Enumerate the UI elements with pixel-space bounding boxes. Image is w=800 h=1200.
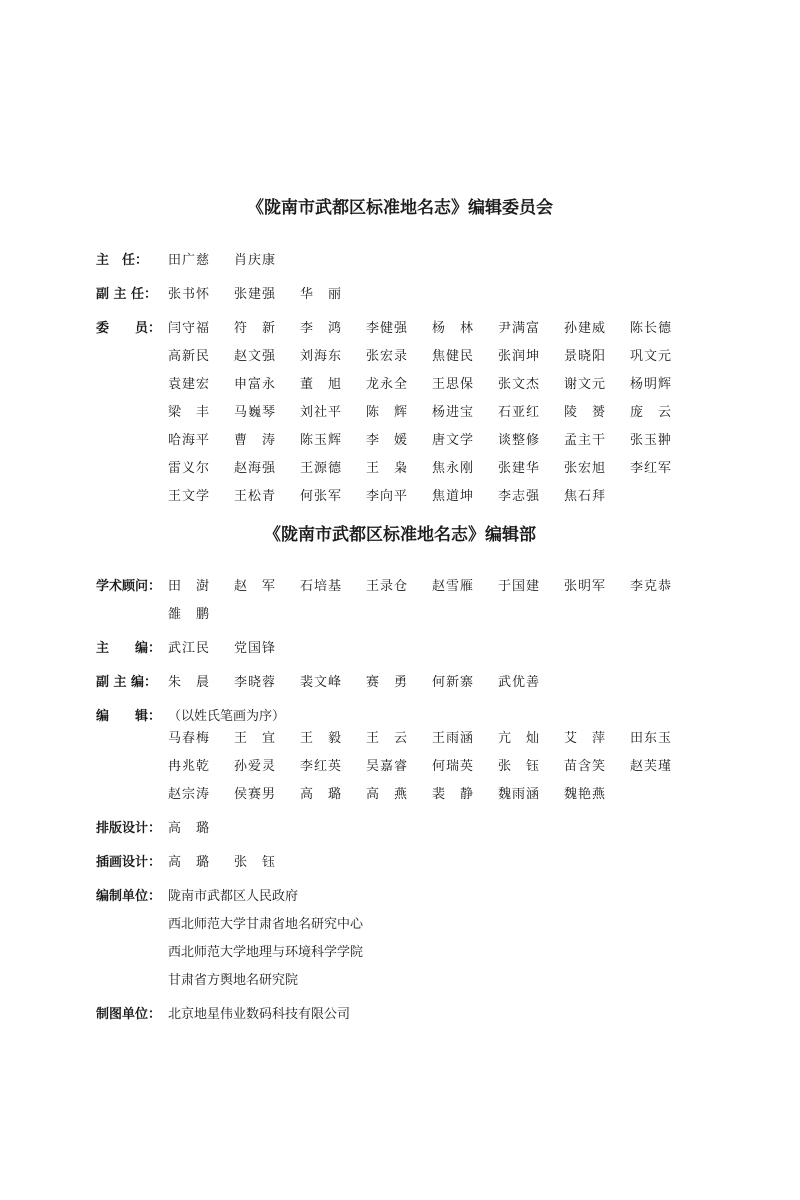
person-name: 闫守福 [168,321,211,336]
layout-design-row [96,818,716,846]
person-name: 赵宗涛 [168,787,211,802]
person-name: 张建强 [234,287,277,302]
person-name: 符 新 [234,321,277,336]
person-name: 肖庆康 [234,253,277,268]
deputy-editor-names [168,672,716,700]
person-name: 陵 赟 [564,405,607,420]
person-name: 高 璐 [168,821,211,836]
person-name: 巩文元 [630,349,673,364]
person-name: 景晓阳 [564,349,607,364]
person-name: 袁建宏 [168,377,211,392]
person-name: 裴 静 [432,787,475,802]
person-name: 李晓蓉 [234,675,277,690]
deputy-editor-label: 副 主 编： [96,675,158,690]
illustration-names [168,852,716,880]
person-name: 李健强 [366,321,409,336]
person-name: 石亚红 [498,405,541,420]
person-name: 魏艳燕 [564,787,607,802]
person-name: 华 丽 [300,287,343,302]
person-name: 焦永刚 [432,461,475,476]
person-name: 党国锋 [234,641,277,656]
advisors-names [168,576,716,632]
person-name: 李志强 [498,489,541,504]
person-name: 张文杰 [498,377,541,392]
person-name: 裴文峰 [300,675,343,690]
person-name: 王雨涵 [432,731,475,746]
director-label: 主 任： [96,253,149,268]
person-name: 高 璐 [168,855,211,870]
chief-editor-names [168,638,716,666]
person-name: 王源德 [300,461,343,476]
editors-label: 编 辑： [96,709,162,724]
deputy-editor-row [96,672,716,700]
person-name: 孙建威 [564,321,607,336]
person-name: 吴嘉睿 [366,759,409,774]
cartography-row [96,1004,716,1032]
person-name: 王 毅 [300,731,343,746]
editors-names [168,728,716,812]
cartography-units [168,1004,716,1032]
organization-name: 西北师范大学地理与环境科学学院 [168,945,364,960]
advisors-row [96,576,716,632]
person-name: 陈 辉 [366,405,409,420]
compiler-row [96,886,716,998]
person-name: 陈玉辉 [300,433,343,448]
person-name: 陈长德 [630,321,673,336]
person-name: 赵雪雁 [432,579,475,594]
person-name: 亢 灿 [498,731,541,746]
person-name: 王文学 [168,489,211,504]
illustration-label: 插画设计： [96,855,162,870]
person-name: 赵海强 [234,461,277,476]
director-names [168,250,716,278]
person-name: 马巍琴 [234,405,277,420]
illustration-row [96,852,716,880]
organization-name: 甘肃省方舆地名研究院 [168,973,299,988]
advisors-label: 学术顾问： [96,579,162,594]
person-name: 哈海平 [168,433,211,448]
person-name: 赵 军 [234,579,277,594]
person-name: 张 钰 [234,855,277,870]
person-name: 高 燕 [366,787,409,802]
person-name: 赵文强 [234,349,277,364]
organization-name: 西北师范大学甘肃省地名研究中心 [168,917,364,932]
person-name: 杨 林 [432,321,475,336]
person-name: 田东玉 [630,731,673,746]
person-name: 庞 云 [630,405,673,420]
person-name: 马春梅 [168,731,211,746]
layout-design-label: 排版设计： [96,821,162,836]
deputy-director-names [168,284,716,312]
person-name: 张 钰 [498,759,541,774]
person-name: 王录仓 [366,579,409,594]
person-name: 王 云 [366,731,409,746]
person-name: 苗含笑 [564,759,607,774]
person-name: 刘海东 [300,349,343,364]
person-name: 武优善 [498,675,541,690]
person-name: 孟主干 [564,433,607,448]
person-name: 石培基 [300,579,343,594]
committee-title: 《陇南市武都区标准地名志》编辑委员会 [247,198,553,218]
person-name: 武江民 [168,641,211,656]
person-name: 焦石拜 [564,489,607,504]
person-name: 高新民 [168,349,211,364]
person-name: 赛 勇 [366,675,409,690]
person-name: 何张军 [300,489,343,504]
person-name: 雒 鹏 [168,607,211,622]
members-row [96,318,716,514]
person-name: 梁 丰 [168,405,211,420]
person-name: 侯赛男 [234,787,277,802]
deputy-director-label: 副 主 任： [96,287,158,302]
person-name: 张书怀 [168,287,211,302]
person-name: 王思保 [432,377,475,392]
person-name: 孙爱灵 [234,759,277,774]
compiler-units [168,886,716,998]
person-name: 谢文元 [564,377,607,392]
members-names [168,318,716,514]
director-row [96,250,716,278]
organization-name: 北京地星伟业数码科技有限公司 [168,1007,351,1022]
person-name: 王松青 [234,489,277,504]
chief-editor-row [96,638,716,666]
person-name: 刘社平 [300,405,343,420]
members-label: 委 员： [96,321,162,336]
person-name: 李红英 [300,759,343,774]
person-name: 张润坤 [498,349,541,364]
editorial-title: 《陇南市武都区标准地名志》编辑部 [264,525,536,545]
cartography-label: 制图单位： [96,1007,162,1022]
person-name: 谈整修 [498,433,541,448]
person-name: 雷义尔 [168,461,211,476]
person-name: 杨明辉 [630,377,673,392]
person-name: 张宏录 [366,349,409,364]
person-name: 申富永 [234,377,277,392]
editorial-section [96,576,716,1038]
editors-row [96,706,716,812]
person-name: 冉兆乾 [168,759,211,774]
person-name: 于国建 [498,579,541,594]
organization-name: 陇南市武都区人民政府 [168,889,299,904]
person-name: 杨进宝 [432,405,475,420]
person-name: 高 璐 [300,787,343,802]
person-name: 王 枭 [366,461,409,476]
person-name: 田广慈 [168,253,211,268]
chief-editor-label: 主 编： [96,641,162,656]
person-name: 唐文学 [432,433,475,448]
editors-note: （以姓氏笔画为序） [168,709,286,724]
committee-section [96,250,716,520]
person-name: 焦道坤 [432,489,475,504]
person-name: 张宏旭 [564,461,607,476]
person-name: 尹满富 [498,321,541,336]
person-name: 董 旭 [300,377,343,392]
person-name: 李 媛 [366,433,409,448]
layout-design-names [168,818,716,846]
person-name: 曹 涛 [234,433,277,448]
person-name: 魏雨涵 [498,787,541,802]
person-name: 张建华 [498,461,541,476]
person-name: 李 鸿 [300,321,343,336]
person-name: 李向平 [366,489,409,504]
person-name: 朱 晨 [168,675,211,690]
person-name: 张玉翀 [630,433,673,448]
person-name: 田 澍 [168,579,211,594]
person-name: 何瑞英 [432,759,475,774]
person-name: 王 宜 [234,731,277,746]
person-name: 焦健民 [432,349,475,364]
person-name: 赵芙瑾 [630,759,673,774]
person-name: 张明军 [564,579,607,594]
person-name: 李克恭 [630,579,673,594]
person-name: 李红军 [630,461,673,476]
person-name: 龙永全 [366,377,409,392]
deputy-director-row [96,284,716,312]
compiler-label: 编制单位： [96,889,162,904]
person-name: 何新寨 [432,675,475,690]
person-name: 艾 萍 [564,731,607,746]
